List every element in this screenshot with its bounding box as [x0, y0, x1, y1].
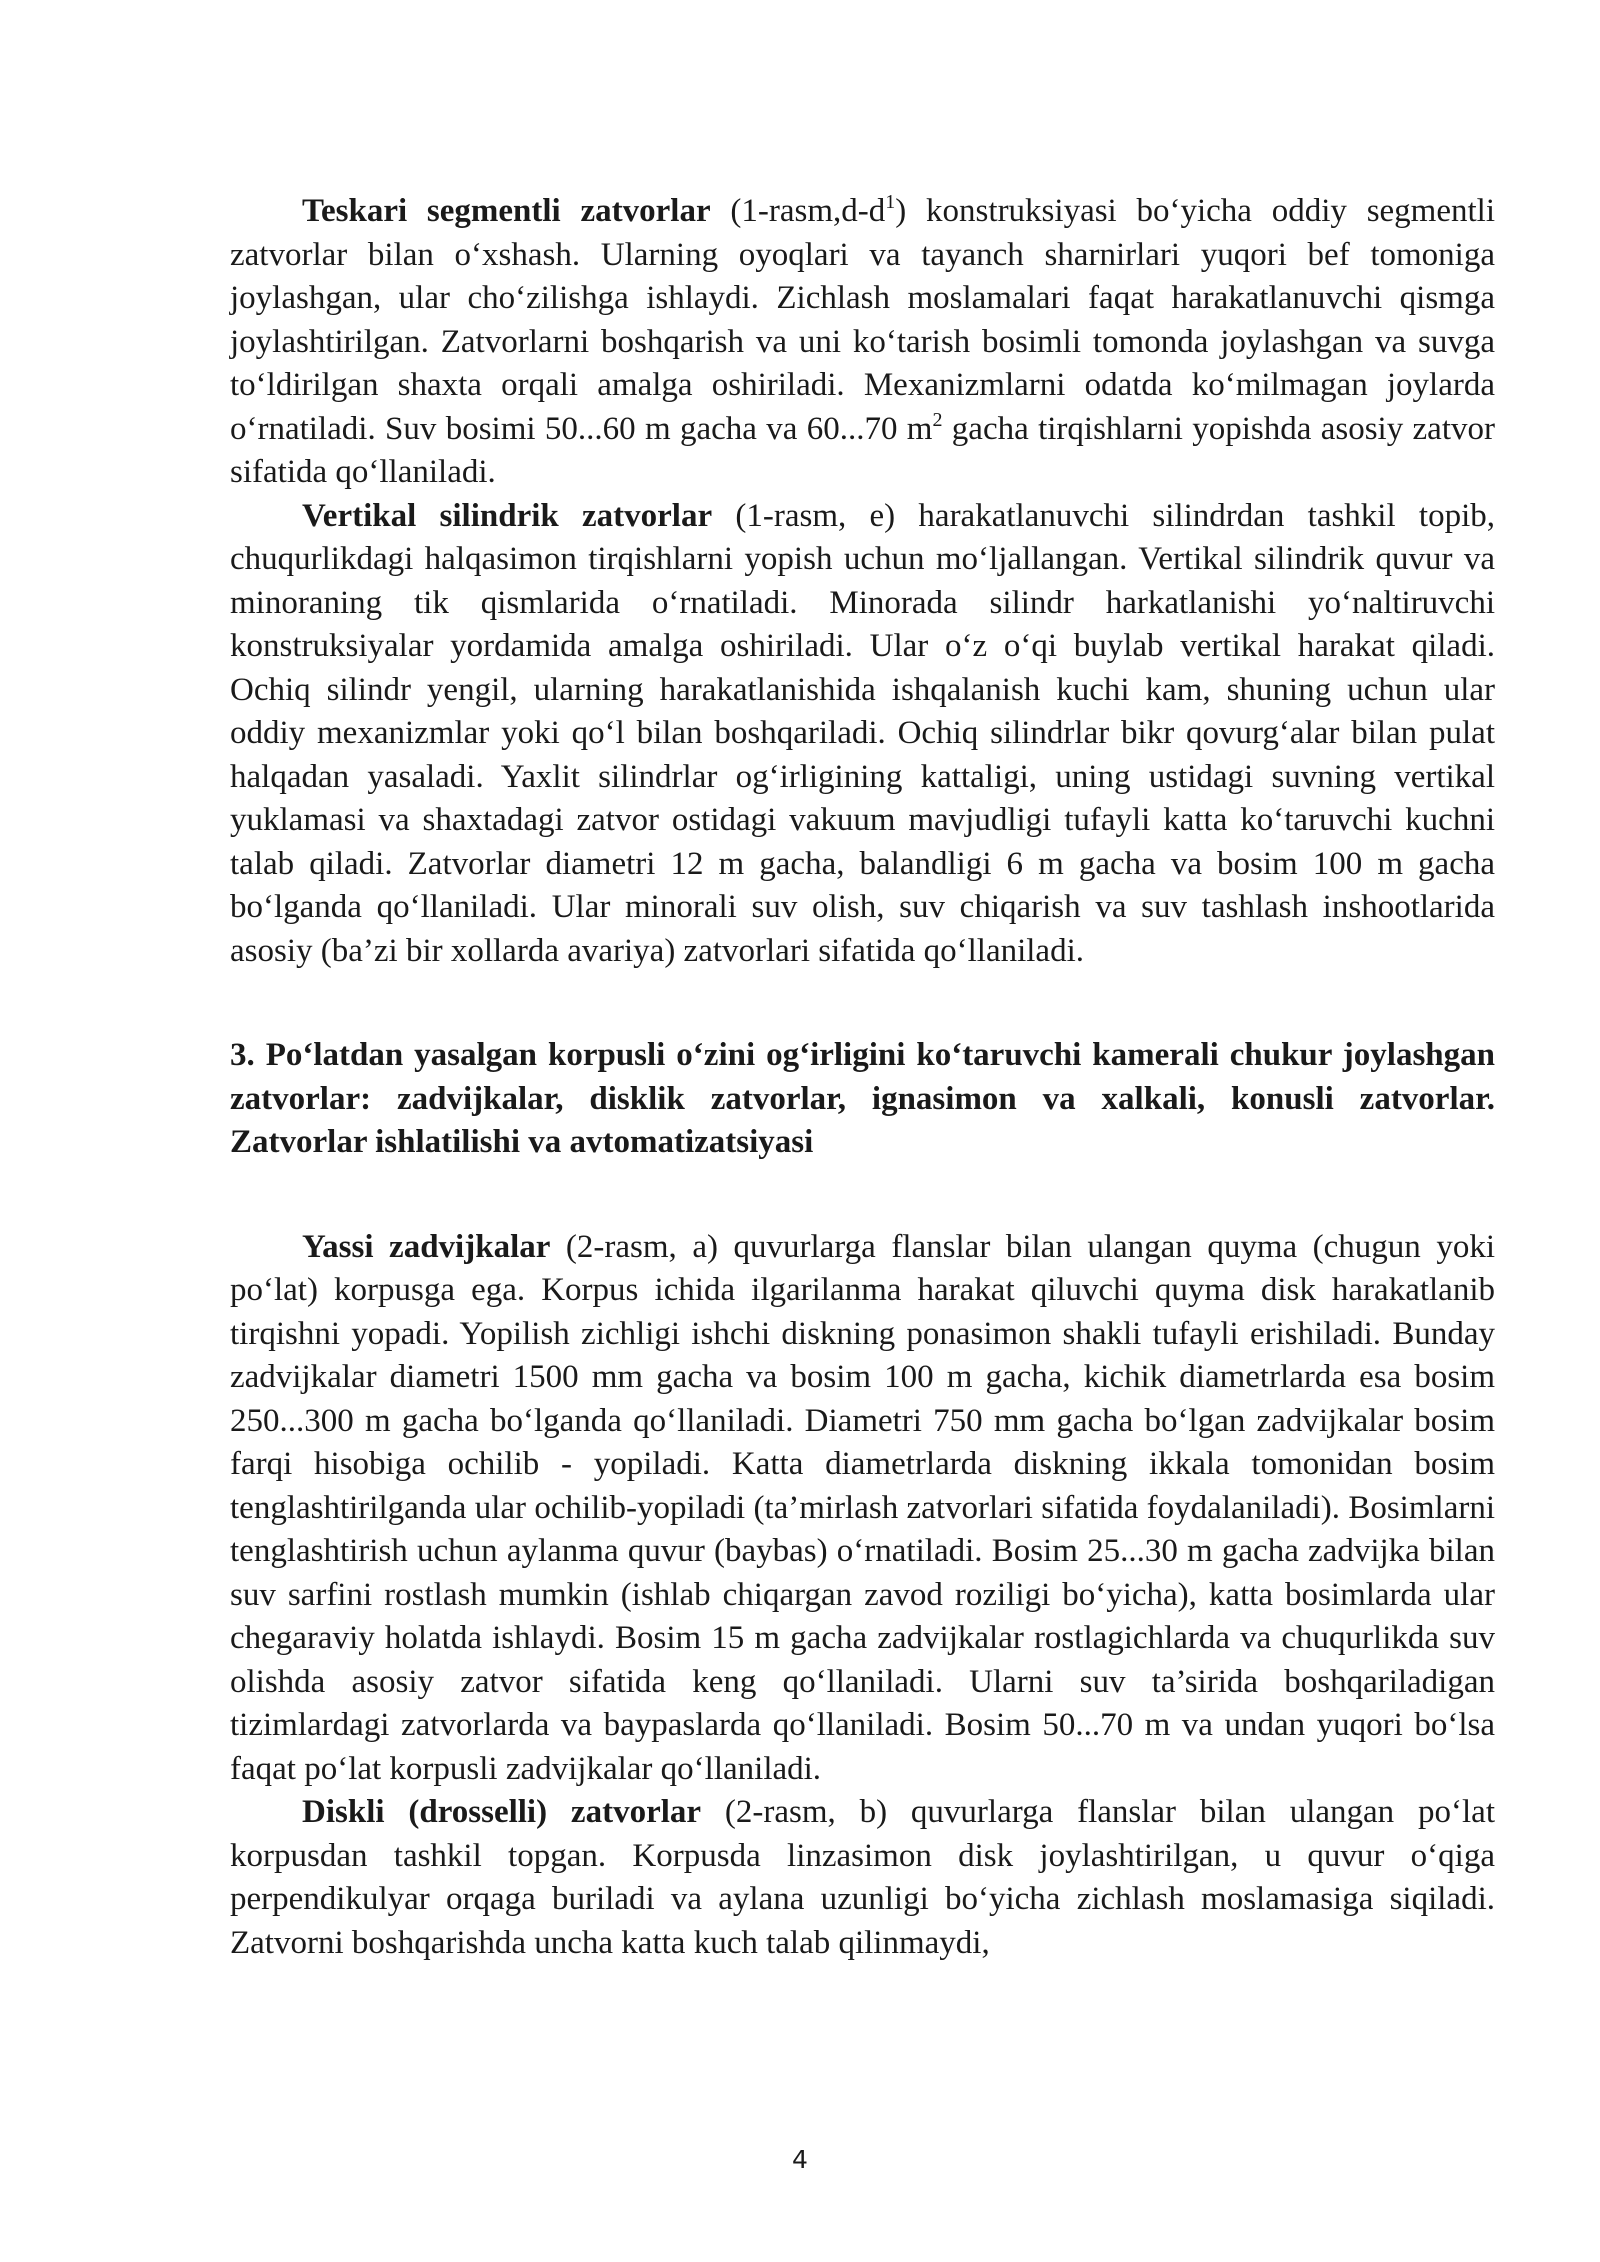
superscript: 1 [885, 191, 896, 213]
document-page [230, 190, 1495, 1965]
superscript: 2 [932, 408, 943, 431]
term-teskari-segmentli: Teskari segmentli zatvorlar [302, 193, 711, 229]
figure-reference: (1-rasm,d-d [710, 193, 886, 229]
paragraph-text: (1-rasm, e) harakatlanuvchi silindrdan tashkil topib, chuqurlikdagi halqasimon tirqishlarni yopish uchun mo‘ljallangan. Vertikal silindrik quvur va minoraning tik qismlarida o‘rnatiladi. Minorada silindr harkatlanishi yo‘naltiruvchi konstruksiyalar yordamida amalga oshiriladi. Ular o‘z o‘qi buylab vertikal harakat qiladi. Ochiq silindr yengil, ularning harakatlanishida ishqalanish kuchi kam, shuning uchun ular oddiy mexanizmlar yoki qo‘l bilan boshqariladi. Ochiq silindrlar bikr qovurg‘alar bilan pulat halqadan yasaladi. Yaxlit silindrlar og‘irligining kattaligi, uning ustidagi suvning vertikal yuklamasi va shaxtadagi zatvor ostidagi vakuum mavjudligi tufayli katta ko‘taruvchi kuchni talab qiladi. Zatvorlar diametri 12 m gacha, balandligi 6 m gacha va bosim 100 m gacha bo‘lganda qo‘llaniladi. Ular minorali suv olish, suv chiqarish va suv tashlash inshootlarida asosiy (ba’zi bir xollarda avariya) zatvorlari sifatida qo‘llaniladi. [230, 497, 1495, 969]
paragraph-vertikal-silindrik [230, 495, 1495, 974]
paragraph-yassi-zadvijkalar [230, 1226, 1495, 1792]
paragraph-teskari-segmentli [230, 190, 1495, 495]
paragraph-text: (2-rasm, b) quvurlarga flanslar bilan ulangan po‘lat korpusdan tashkil topgan. Korpusda linzasimon disk joylashtirilgan, u quvur o‘qiga perpendikulyar orqaga buriladi va aylana uzunligi bo‘yicha zichlash moslamasiga siqiladi. Zatvorni boshqarishda uncha katta kuch talab qilinmaydi, [230, 1794, 1495, 1961]
paragraph-text: (2-rasm, a) quvurlarga flanslar bilan ulangan quyma (chugun yoki po‘lat) korpusga ega. Korpus ichida ilgarilanma harakat qiluvchi quyma disk harakatlanib tirqishni yopadi. Yopilish zichligi ishchi diskning ponasimon shakli tufayli erishiladi. Bunday zadvijkalar diametri 1500 mm gacha va bosim 100 m gacha, kichik diametrlarda esa bosim 250...300 m gacha bo‘lganda qo‘llaniladi. Diametri 750 mm gacha bo‘lgan zadvijkalar bosim farqi hisobiga ochilib - yopiladi. Katta diametrlarda diskning ikkala tomonidan bosim tenglashtirilganda ular ochilib-yopiladi (ta’mirlash zatvorlari sifatida foydalaniladi). Bosimlarni tenglashtirish uchun aylanma quvur (baybas) o‘rnatiladi. Bosim 25...30 m gacha zadvijka bilan suv sarfini rostlash mumkin (ishlab chiqargan zavod roziligi bo‘yicha), katta bosimlarda ular chegaraviy holatda ishlaydi. Bosim 15 m gacha zadvijkalar rostlagichlarda va chuqurlikda suv olishda asosiy zatvor sifatida keng qo‘llaniladi. Ularni suv ta’sirida boshqariladigan tizimlardagi zatvorlarda va baypaslarda qo‘llaniladi. Bosim 50...70 m va undan yuqori bo‘lsa faqat po‘lat korpusli zadvijkalar qo‘llaniladi. [230, 1228, 1496, 1787]
term-diskli-zatvorlar: Diskli (drosselli) zatvorlar [302, 1794, 702, 1830]
paragraph-text: ) konstruksiyasi bo‘yicha oddiy segmentli zatvorlar bilan o‘xshash. Ularning oyoqlari va tayanch sharnirlari yuqori bef tomoniga joylashgan, ular cho‘zilishga ishlaydi. Zichlash moslamalari faqat harakatlanuvchi qismga joylashtirilgan. Zatvorlarni boshqarish va uni ko‘tarish bosimli tomonda joylashgan va suvga to‘ldirilgan shaxta orqali amalga oshiriladi. Mexanizmlarni odatda ko‘milmagan joylarda o‘rnatiladi. Suv bosimi 50...60 m gacha va 60...70 m [230, 193, 1496, 447]
paragraph-text: gacha tirqishlarni yopishda asosiy zatvor sifatida qo‘llaniladi. [230, 410, 1495, 490]
term-yassi-zadvijkalar: Yassi zadvijkalar [302, 1228, 551, 1265]
paragraph-diskli-zatvorlar [230, 1791, 1495, 1965]
page-number: 4 [792, 2145, 808, 2174]
term-vertikal-silindrik: Vertikal silindrik zatvorlar [302, 497, 713, 534]
section-heading: 3. Po‘latdan yasalgan korpusli o‘zini og‘irligini ko‘taruvchi kamerali chukur joylashgan zatvorlar: zadvijkalar, disklik zatvorlar, ignasimon va xalkali, konusli zatvorlar. Zatvorlar ishlatilishi va avtomatizatsiyasi [230, 1037, 1495, 1160]
